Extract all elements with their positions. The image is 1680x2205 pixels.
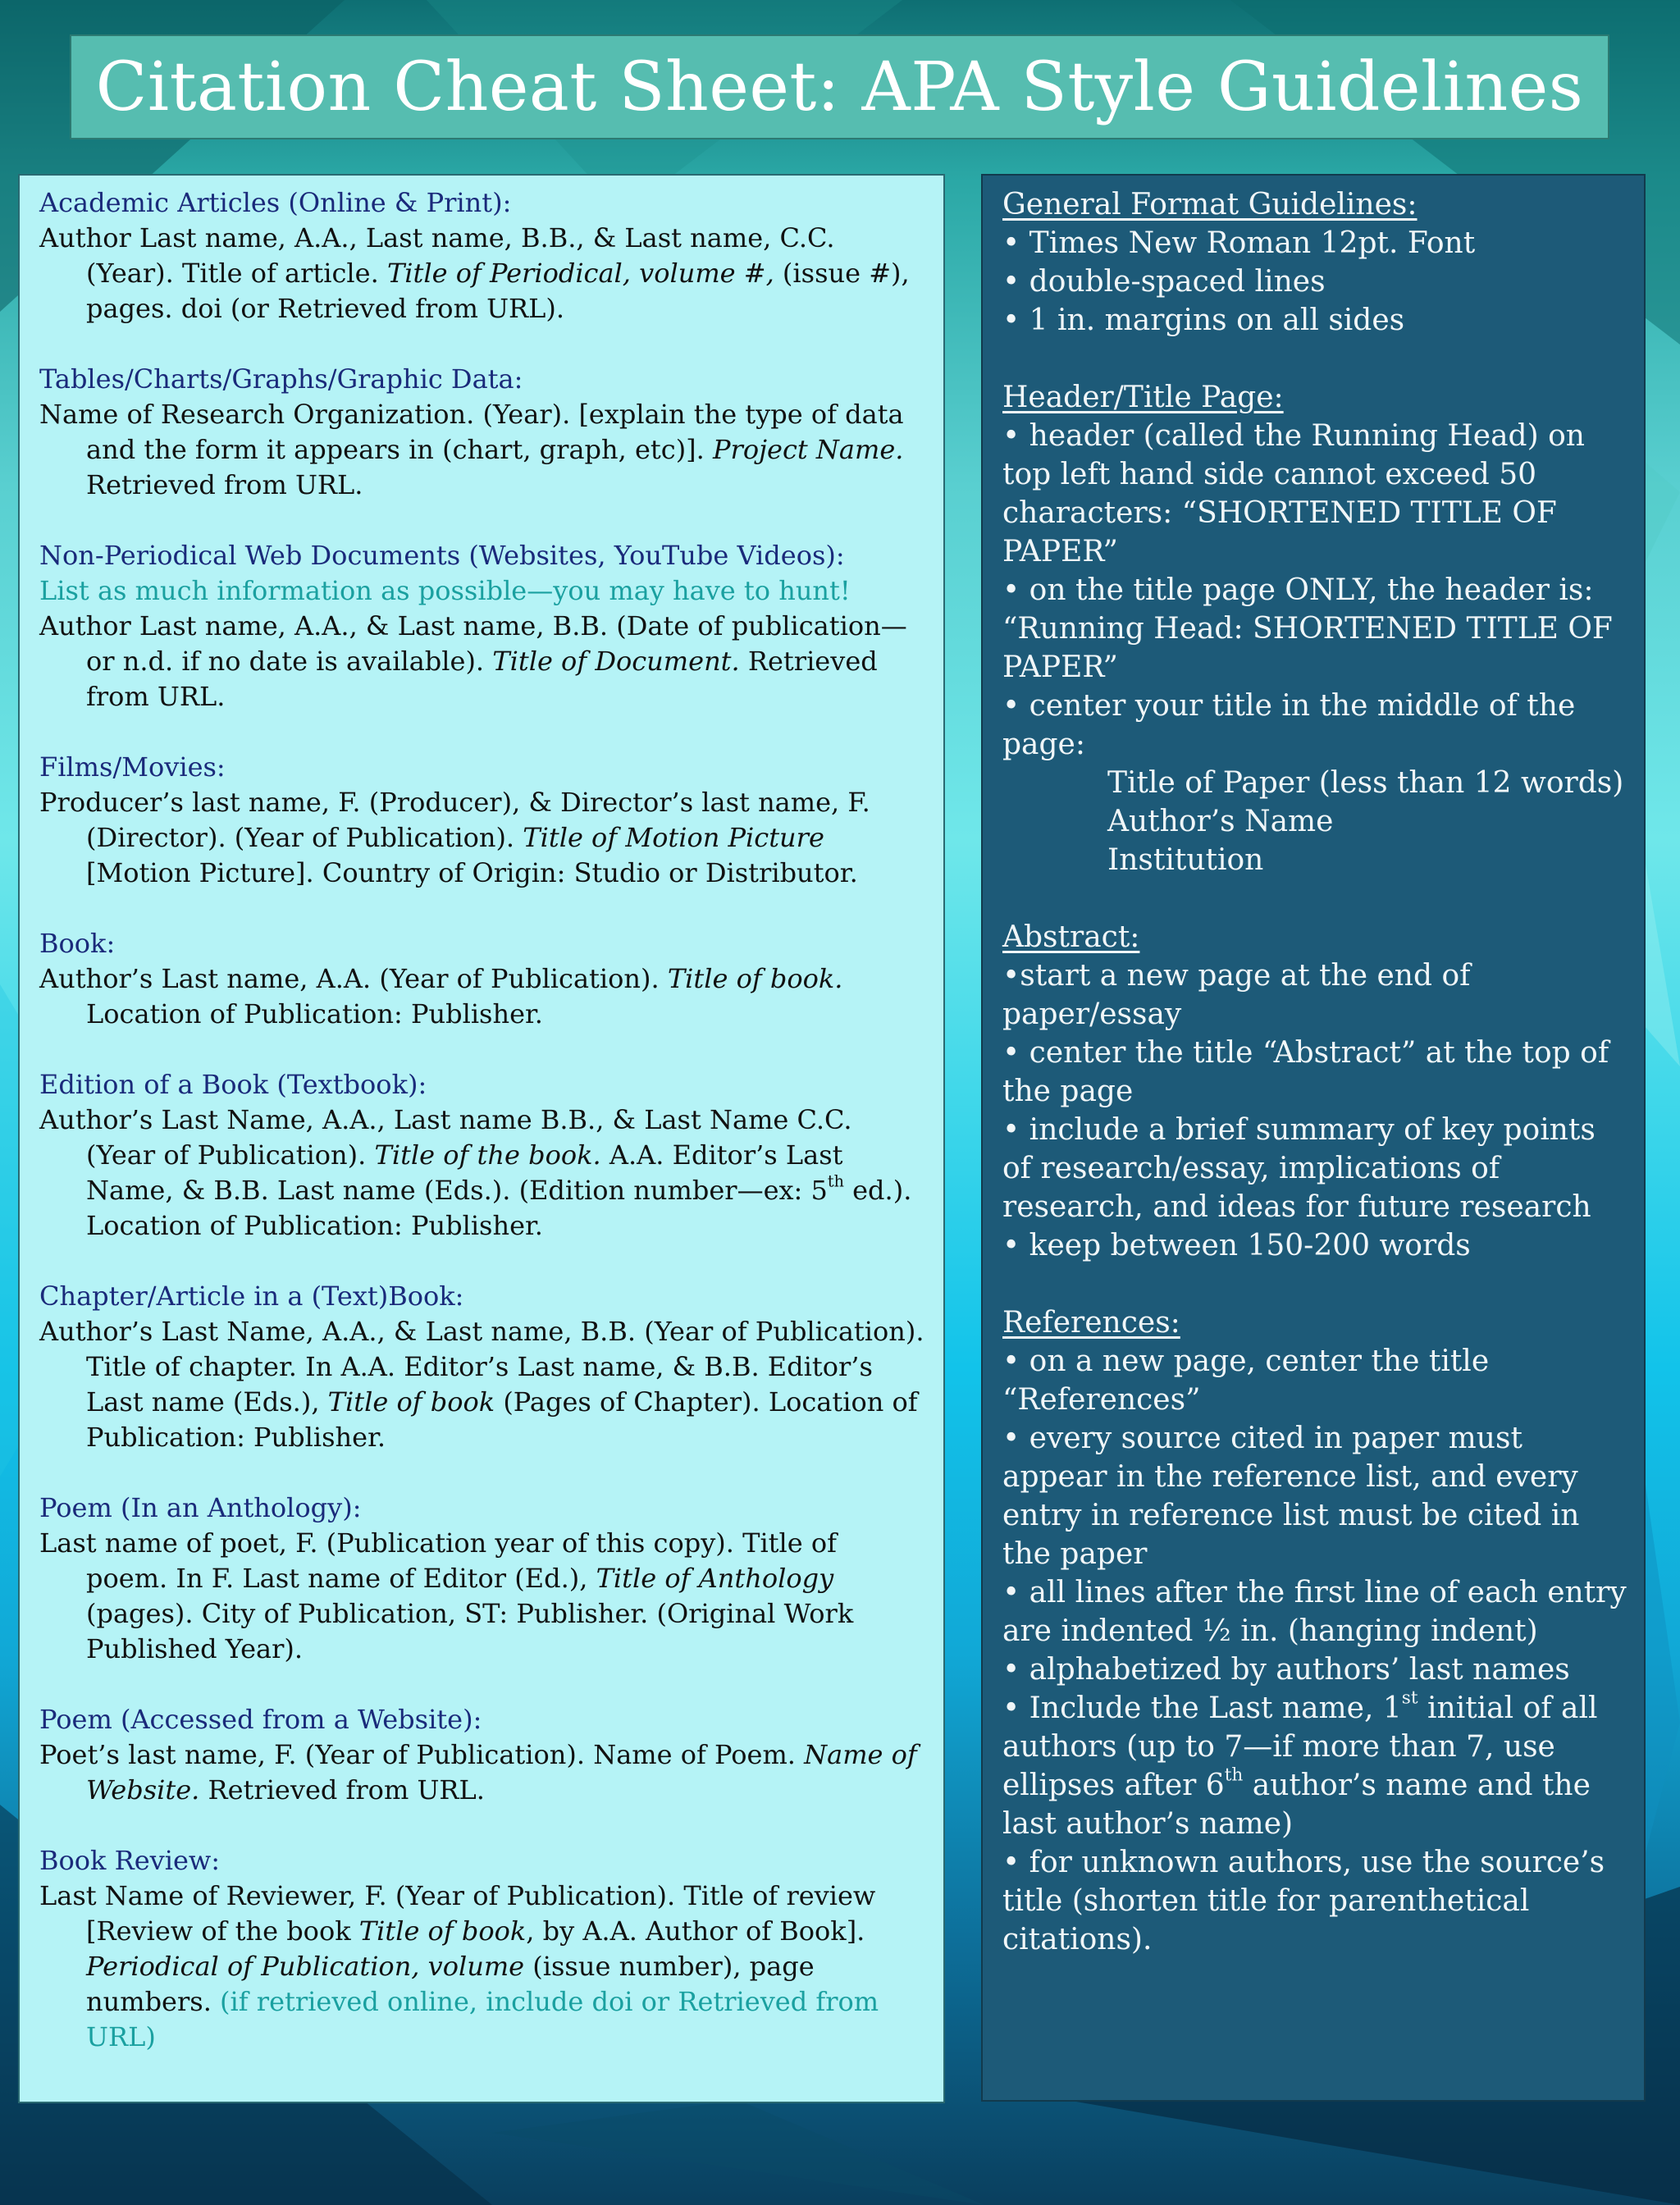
citation-entry (39, 1702, 925, 1808)
entry-format (39, 1737, 925, 1808)
entry-heading: Non-Periodical Web Documents (Websites, YouTube Videos): (39, 540, 845, 571)
guideline-item: • double-spaced lines (1002, 265, 1326, 299)
text-run: Name of Research Organization. (Year). [explain the type of data and the form it appears in (chart, graph, etc)]. (39, 399, 904, 465)
italic-text: Project Name. (713, 434, 904, 465)
italic-text: Title of the book. (374, 1139, 601, 1171)
entry-format (39, 961, 925, 1032)
italic-text: Title of Document. (492, 646, 740, 677)
text-run: (Pages of Chapter). Location of Publication: Publisher. (86, 1386, 918, 1453)
entry-heading: Academic Articles (Online & Print): (39, 187, 512, 218)
guideline-section (1002, 378, 1632, 879)
title-page-line: Author’s Name (1107, 805, 1334, 838)
citation-entry (39, 1491, 925, 1667)
guideline-item (1002, 1689, 1632, 1843)
text-run: Author’s Last Name, A.A., Last name B.B., & Last Name C.C. (Year of Publication). (39, 1104, 852, 1171)
entry-format (39, 785, 925, 891)
text-run: • Include the Last name, 1 (1002, 1691, 1402, 1725)
section-heading: Abstract: (1002, 920, 1140, 954)
guideline-item: •start a new page at the end of paper/essay (1002, 959, 1471, 1031)
entry-heading: Chapter/Article in a (Text)Book: (39, 1281, 464, 1312)
guideline-item: • on a new page, center the title “References” (1002, 1344, 1490, 1417)
guideline-item: • header (called the Running Head) on top left hand side cannot exceed 50 characters: “SHORTENED TITLE OF PAPER” (1002, 419, 1585, 568)
general-guidelines-panel (981, 174, 1646, 2102)
italic-text: Title of Motion Picture (523, 822, 824, 853)
text-run: (issue number), page numbers. (86, 1951, 815, 2017)
text-run: Retrieved from URL. (86, 646, 878, 712)
entry-heading: Poem (Accessed from a Website): (39, 1704, 482, 1735)
citation-entry (39, 538, 925, 714)
entry-note: List as much information as possible—you may have to hunt! (39, 575, 851, 606)
text-run: , by A.A. Author of Book]. (526, 1915, 865, 1947)
section-heading: General Format Guidelines: (1002, 188, 1418, 221)
guideline-item: • center your title in the middle of the page: (1002, 689, 1576, 761)
guideline-item: • alphabetized by authors’ last names (1002, 1653, 1570, 1687)
text-run: Poet’s last name, F. (Year of Publication). Name of Poem. (39, 1739, 805, 1770)
text-run: Location of Publication: Publisher. (86, 998, 543, 1029)
italic-text: Title of book (327, 1386, 495, 1418)
superscript: th (1224, 1764, 1244, 1786)
text-run: (if retrieved online, include doi or Retrieved from URL) (86, 1986, 879, 2052)
text-run: [Motion Picture]. Country of Origin: Studio or Distributor. (86, 857, 858, 888)
entry-heading: Edition of a Book (Textbook): (39, 1069, 427, 1100)
entry-heading: Poem (In an Anthology): (39, 1492, 362, 1523)
guideline-item: • include a brief summary of key points of research/essay, implications of research, and ideas for future research (1002, 1113, 1596, 1224)
section-heading: Header/Title Page: (1002, 381, 1284, 414)
italic-text: Title of Periodical, volume #, (386, 258, 774, 289)
entry-format (39, 221, 925, 326)
text-run: Last name of poet, F. (Publication year of this copy). Title of poem. In F. Last name of Editor (Ed.), (39, 1527, 837, 1594)
citation-entry (39, 750, 925, 891)
text-run: initial of all authors (up to 7—if more than 7, use ellipses after 6 (1002, 1691, 1598, 1802)
entry-format (39, 609, 925, 714)
citation-entry (39, 1843, 925, 2055)
citation-entry (39, 1067, 925, 1244)
entry-heading: Book Review: (39, 1845, 221, 1876)
guideline-item: • on the title page ONLY, the header is: “Running Head: SHORTENED TITLE OF PAPER” (1002, 573, 1613, 684)
guideline-item: • keep between 150-200 words (1002, 1229, 1471, 1262)
entry-format (39, 1879, 925, 2055)
text-run: A.A. Editor’s Last Name, & B.B. Last name (Eds.). (Edition number—ex: 5 (86, 1139, 843, 1206)
italic-text: Periodical of Publication, volume (86, 1951, 525, 1982)
guideline-section (1002, 1303, 1632, 1959)
superscript: st (1401, 1687, 1418, 1709)
text-run: author’s name and the last author’s name) (1002, 1769, 1591, 1841)
citation-formats-panel (18, 174, 945, 2103)
guideline-item: • 1 in. margins on all sides (1002, 304, 1405, 337)
text-run: Author’s Last name, A.A. (Year of Publication). (39, 963, 668, 994)
italic-text: Title of book (358, 1915, 527, 1947)
guideline-section (1002, 918, 1632, 1265)
text-run: Author’s Last Name, A.A., & Last name, B.B. (Year of Publication). Title of chapter. In A.A. Editor’s Last name, & B.B. Editor’s Last name (Eds.), (39, 1316, 924, 1418)
page-title: Citation Cheat Sheet: APA Style Guidelines (95, 48, 1584, 126)
title-banner (70, 34, 1609, 139)
entry-format (39, 1314, 925, 1455)
guideline-item: • every source cited in paper must appear in the reference list, and every entry in reference list must be cited in the paper (1002, 1422, 1580, 1571)
text-run: Author Last name, A.A., Last name, B.B., & Last name, C.C. (Year). Title of article. (39, 222, 835, 289)
citation-entry (39, 1279, 925, 1455)
section-heading: References: (1002, 1306, 1180, 1340)
citation-entry (39, 185, 925, 326)
text-run: Retrieved from URL. (86, 469, 363, 500)
entry-heading: Tables/Charts/Graphs/Graphic Data: (39, 363, 523, 395)
italic-text: Name of Website. (86, 1739, 917, 1806)
guideline-item: • for unknown authors, use the source’s title (shorten title for parenthetical citations). (1002, 1846, 1605, 1956)
guideline-item: • all lines after the first line of each entry are indented ½ in. (hanging indent) (1002, 1576, 1627, 1648)
guideline-item: • center the title “Abstract” at the top of the page (1002, 1036, 1609, 1108)
entry-heading: Films/Movies: (39, 751, 226, 783)
superscript: th (827, 1171, 844, 1191)
entry-format (39, 397, 925, 503)
citation-entry (39, 926, 925, 1032)
text-run: Producer’s last name, F. (Producer), & Director’s last name, F. (Director). (Year of Publication). (39, 787, 870, 853)
italic-text: Title of book. (667, 963, 843, 994)
guideline-section (1002, 185, 1632, 340)
citation-entry (39, 362, 925, 503)
text-run: (pages). City of Publication, ST: Publisher. (Original Work Published Year). (86, 1598, 854, 1664)
entry-heading: Book: (39, 928, 116, 959)
text-run: Retrieved from URL. (199, 1774, 485, 1806)
text-run: (issue #), pages. doi (or Retrieved from URL). (86, 258, 910, 324)
text-run: Author Last name, A.A., & Last name, B.B. (Date of publication—or n.d. if no date is available). (39, 610, 907, 677)
entry-format (39, 1526, 925, 1667)
title-page-line: Institution (1107, 843, 1264, 877)
italic-text: Title of Anthology (596, 1563, 834, 1594)
entry-format (39, 1102, 925, 1244)
text-run: Last Name of Reviewer, F. (Year of Publication). Title of review [Review of the book (39, 1880, 876, 1947)
title-page-line: Title of Paper (less than 12 words) (1107, 766, 1624, 800)
guideline-item: • Times New Roman 12pt. Font (1002, 226, 1476, 260)
text-run: ed.). Location of Publication: Publisher. (86, 1175, 912, 1241)
